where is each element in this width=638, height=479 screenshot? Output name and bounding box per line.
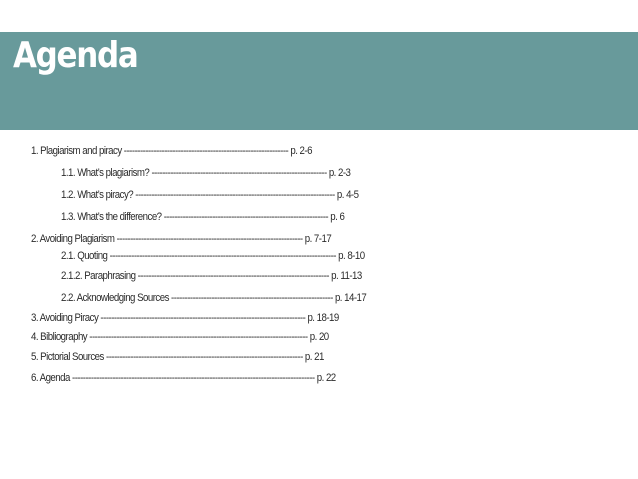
toc-entry-3: 3. Avoiding Piracy ---------------------------------------------------------------------------- p. 18-19 bbox=[31, 312, 339, 324]
toc-entry-5: 5. Pictorial Sources ------------------------------------------------------------------------- p. 21 bbox=[31, 351, 324, 363]
toc-entry-1-2: 1.2. What’s piracy? -------------------------------------------------------------------------- p. 4-5 bbox=[61, 189, 359, 201]
toc-entry-2: 2. Avoiding Plagiarism --------------------------------------------------------------------- p. 7-17 bbox=[31, 233, 332, 245]
toc-entry-2-1: 2.1. Quoting ------------------------------------------------------------------------------------ p. 8-10 bbox=[61, 250, 365, 262]
toc-entry-1-1: 1.1. What’s plagiarism? ----------------------------------------------------------------- p. 2-3 bbox=[61, 167, 351, 179]
toc-entry-4: 4. Bibliography --------------------------------------------------------------------------------- p. 20 bbox=[31, 331, 329, 343]
toc-entry-6: 6. Agenda ------------------------------------------------------------------------------------------ p. 22 bbox=[31, 372, 336, 384]
slide-title: Agenda bbox=[13, 35, 138, 76]
toc-entry-1-3: 1.3. What’s the difference? ------------------------------------------------------------- p. 6 bbox=[61, 211, 345, 223]
toc-entry-2-2: 2.2. Acknowledging Sources ------------------------------------------------------------ p. 14-17 bbox=[61, 292, 367, 304]
toc-entry-1: 1. Plagiarism and piracy ------------------------------------------------------------- p. 2-6 bbox=[31, 145, 312, 157]
toc-entry-2-1-2: 2.1.2. Paraphrasing ----------------------------------------------------------------------- p. 11-13 bbox=[61, 270, 362, 282]
